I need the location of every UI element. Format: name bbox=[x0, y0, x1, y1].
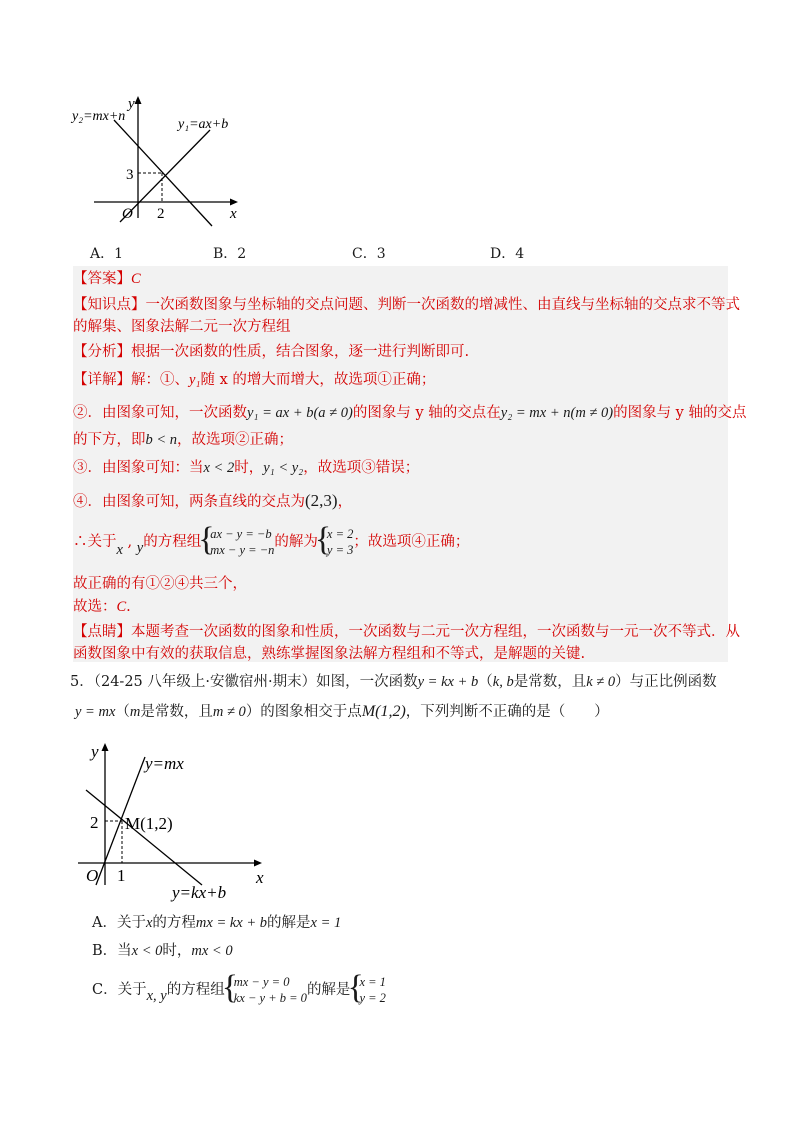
graph2-label-ymx: y=mx bbox=[145, 754, 184, 773]
detail-6a: ∴关于 bbox=[73, 534, 117, 550]
q5-c-post: 的解是 bbox=[306, 982, 351, 998]
q5-a-m2: mx = kx + b bbox=[195, 915, 268, 931]
answer-tag: 【答案】 bbox=[73, 271, 131, 287]
detail-line-1 bbox=[73, 369, 435, 391]
graph-1 bbox=[70, 90, 260, 230]
graph1-tick-x: 2 bbox=[157, 206, 165, 222]
q5-t3: ）与正比例函数 bbox=[615, 674, 717, 690]
knowledge-line-1 bbox=[73, 294, 740, 316]
graph1-line-y1 bbox=[120, 130, 210, 222]
graph1-x-arrow bbox=[230, 199, 238, 206]
q5-number: 5． bbox=[70, 674, 94, 690]
q5-option-c[interactable] bbox=[92, 970, 386, 1010]
q5-m5: m bbox=[129, 704, 141, 720]
q5-a-m1: x bbox=[145, 915, 153, 931]
answer-options bbox=[90, 243, 690, 267]
graph2-line-ykxb bbox=[86, 790, 202, 885]
detail-2a: ②．由图象可知，一次函数 bbox=[73, 405, 247, 421]
graph1-label-y1: y₁=ax+b bbox=[178, 117, 229, 132]
q5-option-a[interactable] bbox=[92, 912, 341, 934]
comment-tag: 【点睛】 bbox=[73, 624, 131, 640]
detail-line-4 bbox=[73, 457, 419, 479]
detail-4m2: y₁ < y₂ bbox=[263, 460, 304, 476]
q5-option-b[interactable] bbox=[92, 940, 233, 962]
detail-6x: x bbox=[116, 542, 123, 558]
detail-line-6: ∴关于x , y的方程组 { ax − y = −b mx − y = −n 的解为 { x = 2 y = 3 ；故选项④正确； bbox=[73, 522, 469, 562]
detail-1b: 随 x 的增大而增大，故选项①正确； bbox=[200, 372, 436, 388]
q5-m6: m ≠ 0 bbox=[212, 704, 246, 720]
detail-1m: y₁ bbox=[189, 372, 201, 388]
detail-3m: b < n bbox=[145, 432, 178, 448]
knowledge-line-2 bbox=[73, 316, 291, 338]
answer-value: C bbox=[131, 271, 141, 287]
system-1 bbox=[201, 526, 274, 558]
q5-b-pre: B．当 bbox=[92, 943, 132, 959]
analysis-line bbox=[73, 341, 469, 363]
q5-source: （24-25 八年级上·安徽宿州·期末）如图，一次函数 bbox=[93, 674, 418, 690]
knowledge-text-2: 的解集、图象法解二元一次方程组 bbox=[73, 319, 291, 335]
detail-4a: ③．由图象可知：当 bbox=[73, 460, 204, 476]
q5-a-post: 的解是 bbox=[267, 915, 311, 931]
detail-line-5 bbox=[73, 490, 352, 513]
q5-b-mid: 时， bbox=[162, 943, 192, 959]
detail-6c: 的解为 bbox=[274, 534, 318, 550]
detail-4b: 时， bbox=[234, 460, 264, 476]
system-2-line-2: y = 3 bbox=[326, 543, 354, 557]
detail-4c: ，故选项③错误； bbox=[303, 460, 420, 476]
q5-c-result-line-2: y = 2 bbox=[359, 991, 386, 1005]
q5-t2: 是常数，且 bbox=[513, 674, 587, 690]
analysis-text: 根据一次函数的性质，结合图象，逐一进行判断即可. bbox=[131, 344, 470, 360]
graph2-axis-y-label: y bbox=[91, 742, 99, 761]
graph1-origin-label: O bbox=[122, 206, 133, 222]
system-2-line-1: { x = 2 bbox=[326, 527, 354, 541]
answer-line bbox=[73, 268, 141, 290]
q5-b-m1: x < 0 bbox=[131, 943, 163, 959]
option-b[interactable]: B．2 bbox=[213, 246, 247, 262]
knowledge-text-1: 一次函数图象与坐标轴的交点问题、判断一次函数的增减性、由直线与坐标轴的交点求不等式 bbox=[145, 297, 740, 313]
detail-6y: y bbox=[136, 540, 144, 556]
q5-c-mid: 的方程组 bbox=[166, 982, 225, 998]
system-1-line-2: mx − y = −n bbox=[210, 543, 275, 557]
graph1-label-y2: y₂=mx+n bbox=[72, 109, 126, 124]
q5-t1: （ bbox=[478, 674, 493, 690]
analysis-tag: 【分析】 bbox=[73, 344, 131, 360]
detail-6d: ；故选项④正确； bbox=[353, 534, 470, 550]
graph2-tick-y: 2 bbox=[90, 813, 99, 832]
detail-2m1: y₁ = ax + b(a ≠ 0) bbox=[247, 405, 353, 421]
detail-8a: 故选： bbox=[73, 599, 117, 615]
q5-c-system-line-2: kx − y + b = 0 bbox=[233, 991, 307, 1005]
q5-c-pre: C．关于 bbox=[92, 982, 147, 998]
graph2-tick-x: 1 bbox=[117, 866, 126, 885]
graph2-label-m: M(1,2) bbox=[125, 814, 173, 833]
q5-line-1 bbox=[70, 671, 717, 693]
detail-2c: 的图象与 y 轴的交点 bbox=[613, 405, 747, 421]
q5-m3: k ≠ 0 bbox=[586, 674, 616, 690]
q5-line-2 bbox=[75, 701, 609, 723]
detail-5b: ， bbox=[337, 494, 353, 510]
knowledge-tag: 【知识点】 bbox=[73, 297, 146, 313]
q5-c-m1: x, y bbox=[146, 988, 167, 1004]
comment-text-2: 函数图象中有效的获取信息，熟练掌握图象法解方程组和不等式，是解题的关键. bbox=[73, 646, 586, 662]
detail-8m: C bbox=[116, 599, 127, 615]
detail-4m1: x < 2 bbox=[203, 460, 235, 476]
graph1-axis-x-label: x bbox=[230, 206, 237, 222]
detail-5m: (2,3) bbox=[305, 491, 338, 510]
graph1-tick-y: 3 bbox=[126, 167, 134, 183]
detail-6b: 的方程组 bbox=[143, 534, 202, 550]
q5-t6: ）的图象相交于点 bbox=[245, 704, 362, 720]
q5-a-m3: x = 1 bbox=[310, 915, 342, 931]
graph-2 bbox=[78, 735, 278, 905]
comment-text-1: 本题考查一次函数的图象和性质，一次函数与二元一次方程组，一次函数与一元一次不等式．从 bbox=[131, 624, 740, 640]
q5-a-pre: A．关于 bbox=[92, 915, 146, 931]
graph2-axis-x-label: x bbox=[256, 868, 264, 887]
detail-3b: ，故选项②正确； bbox=[177, 432, 294, 448]
graph2-y-arrow bbox=[102, 743, 109, 751]
q5-t7: ，下列判断不正确的是（ ） bbox=[405, 704, 609, 720]
q5-c-result-line-1: { x = 1 bbox=[359, 975, 386, 989]
graph2-origin-label: O bbox=[86, 866, 99, 885]
detail-7: 故正确的有①②④共三个， bbox=[73, 576, 247, 592]
system-2 bbox=[318, 526, 353, 558]
detail-line-8 bbox=[73, 596, 131, 618]
option-d[interactable]: D．4 bbox=[490, 246, 525, 262]
option-c[interactable]: C．3 bbox=[352, 246, 386, 262]
graph2-x-arrow bbox=[254, 860, 262, 867]
q5-t4: （ bbox=[115, 704, 130, 720]
detail-1a: 解：①、 bbox=[131, 372, 189, 388]
detail-8b: . bbox=[126, 599, 131, 615]
q5-a-mid: 的方程 bbox=[152, 915, 196, 931]
graph2-label-ykxb: y=kx+b bbox=[172, 883, 227, 902]
detail-2b: 的图象与 y 轴的交点在 bbox=[352, 405, 501, 421]
q5-c-system bbox=[225, 974, 307, 1006]
detail-3a: 的下方，即 bbox=[73, 432, 146, 448]
option-a[interactable]: A．1 bbox=[90, 246, 124, 262]
q5-m2: k, b bbox=[492, 674, 514, 690]
q5-m4: y = mx bbox=[75, 704, 116, 720]
detail-5a: ④．由图象可知，两条直线的交点为 bbox=[73, 494, 305, 510]
system-1-line-1: { ax − y = −b bbox=[210, 527, 272, 541]
detail-line-3 bbox=[73, 429, 293, 451]
q5-t5: 是常数，且 bbox=[140, 704, 213, 720]
graph1-y-arrow bbox=[135, 96, 142, 104]
comment-line-1 bbox=[73, 621, 740, 643]
q5-m7: M(1,2) bbox=[361, 703, 406, 720]
q5-c-system-line-1: { mx − y = 0 bbox=[233, 975, 290, 989]
q5-m1: y = kx + b bbox=[417, 674, 479, 690]
detail-2m2: y₂ = mx + n(m ≠ 0) bbox=[500, 405, 614, 421]
detail-line-7 bbox=[73, 573, 247, 595]
q5-b-m2: mx < 0 bbox=[191, 943, 233, 959]
comment-line-2 bbox=[73, 643, 585, 665]
graph1-axis-y-label: y bbox=[128, 96, 135, 112]
detail-tag: 【详解】 bbox=[73, 372, 131, 388]
q5-c-result bbox=[350, 974, 385, 1006]
detail-line-2 bbox=[73, 402, 747, 424]
